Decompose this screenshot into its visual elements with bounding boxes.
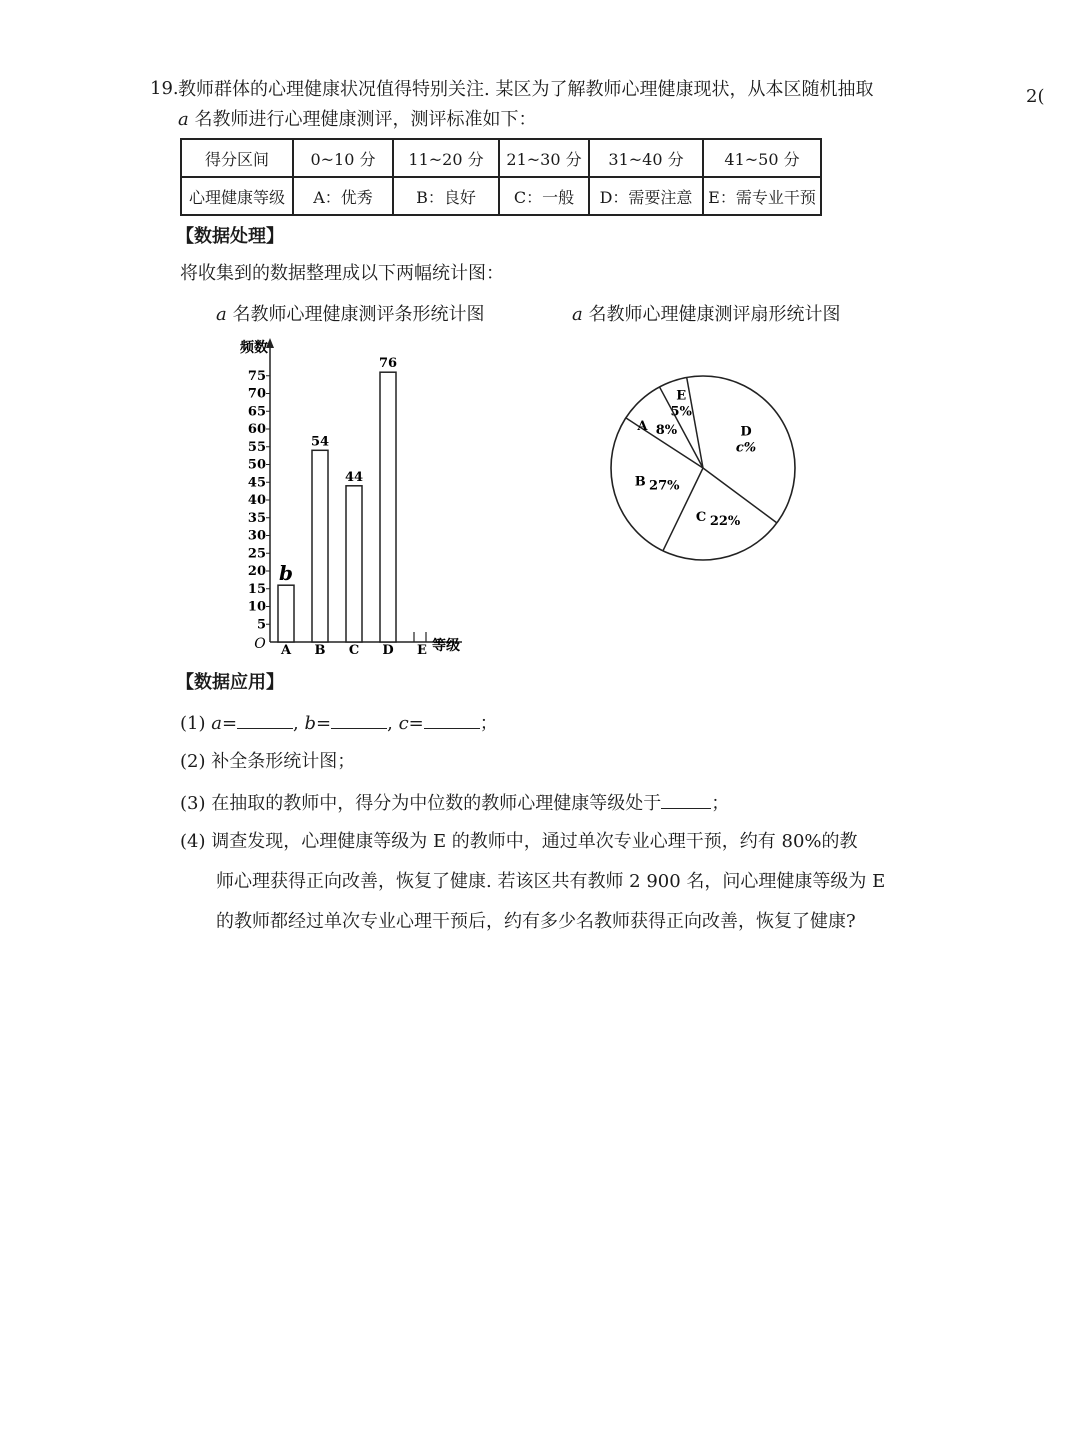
question-text-line1: 教师群体的心理健康状况值得特别关注. 某区为了解教师心理健康现状，从本区随机抽取 [178,79,874,100]
var-a: a [178,109,189,130]
section-title-application: 【数据应用】 [176,672,284,693]
table-cell: 心理健康等级 [181,177,293,215]
pie-chart-title-text: 名教师心理健康测评扇形统计图 [582,304,841,325]
q3-text: (3) 在抽取的教师中，得分为中位数的教师心理健康等级处于 [180,793,662,814]
table-cell: C：一般 [499,177,589,215]
pie-pct-C: 22% [709,514,741,530]
table-row-level [181,177,821,215]
x-tick-label: D [382,643,394,658]
q1-c-label: c= [398,713,424,734]
pie-label-E: E [676,388,687,404]
question-2: (2) 补全条形统计图； [180,751,356,772]
question-4-line1: (4) 调查发现，心理健康等级为 E 的教师中，通过单次专业心理干预，约有 80%的教 [180,831,858,852]
bar-A [278,585,294,642]
bar-chart [230,336,480,660]
y-tick-label: 15 [247,581,266,597]
table-cell: 得分区间 [181,139,293,177]
pie-pct-E: 5% [670,404,692,420]
y-tick-label: 55 [247,439,266,455]
y-tick-label: 60 [247,422,266,437]
question-4-line3: 的教师都经过单次专业心理干预后，约有多少名教师获得正向改善，恢复了健康? [216,911,856,932]
x-tick-label: B [314,643,326,658]
answer-blank-c[interactable] [424,710,480,729]
q1-prefix: (1) [180,713,212,734]
x-tick-label: A [280,643,292,658]
table-cell: 21~30 分 [499,139,589,177]
question-1 [180,710,498,736]
y-tick-label: 75 [247,368,266,384]
y-tick-label: 5 [256,617,266,633]
question-text-line2-rest: 名教师进行心理健康测评，测评标准如下： [188,109,537,130]
bar-chart-title [216,300,484,326]
y-tick-label: 10 [247,599,266,615]
x-tick-label: C [348,643,360,658]
question-3 [180,790,729,816]
table-row-score [181,139,821,177]
bar-value-label: 76 [378,356,398,372]
bar-chart-title-text: 名教师心理健康测评条形统计图 [226,304,485,325]
origin-label: O [254,636,266,652]
y-tick-label: 40 [247,493,266,508]
q1-a-label: a= [211,713,238,734]
page-corner-number: 2( [1026,86,1045,107]
pie-label-D: D [740,424,752,440]
q1-sep: , [387,713,393,734]
y-tick-label: 45 [247,475,266,491]
pie-label-C: C [695,510,707,526]
answer-blank-q3[interactable] [661,790,711,809]
question-number: 19. [150,78,179,99]
x-axis-label: 等级 [432,638,460,654]
x-tick-label: E [417,643,427,658]
bar-D [380,372,396,642]
bar-value-label: 54 [310,434,330,450]
standards-table [180,138,822,216]
table-cell: E：需专业干预 [703,177,821,215]
y-tick-label: 50 [247,457,266,473]
section-text-processing: 将收集到的数据整理成以下两幅统计图： [180,263,504,284]
section-title-processing: 【数据处理】 [176,226,284,247]
pie-chart [600,358,810,578]
table-cell: 0~10 分 [293,139,393,177]
q3-end: ； [711,793,730,814]
table-cell: A：优秀 [293,177,393,215]
pie-pct-B: 27% [649,478,680,494]
table-cell: 31~40 分 [589,139,703,177]
question-text-line2 [178,108,536,132]
pie-chart-title [572,300,840,326]
table-cell: 41~50 分 [703,139,821,177]
q1-sep: , [293,713,299,734]
pie-pct-A: 8% [655,423,678,439]
pie-label-A: A [637,419,648,435]
var-a: a [572,304,583,325]
bar-B [312,450,328,642]
bar-value-label: 44 [344,469,364,485]
y-tick-label: 35 [247,510,266,526]
table-cell: B：良好 [393,177,499,215]
y-tick-label: 25 [247,546,266,562]
y-tick-label: 30 [247,528,266,544]
y-tick-label: 20 [247,564,266,579]
q1-end: ； [479,713,498,734]
bar-value-label: b [279,561,293,586]
var-a: a [216,304,227,325]
y-axis-label: 频数 [240,340,268,356]
y-tick-label: 70 [247,386,266,402]
answer-blank-a[interactable] [237,710,293,729]
pie-label-B: B [634,474,646,490]
q1-b-label: b= [304,713,332,734]
table-cell: 11~20 分 [393,139,499,177]
bar-C [346,486,362,642]
y-tick-label: 65 [247,404,266,420]
answer-blank-b[interactable] [331,710,387,729]
pie-pct-D: c% [735,440,757,456]
table-cell: D：需要注意 [589,177,703,215]
question-4-line2: 师心理获得正向改善，恢复了健康. 若该区共有教师 2 900 名，问心理健康等级为 E [216,871,886,892]
